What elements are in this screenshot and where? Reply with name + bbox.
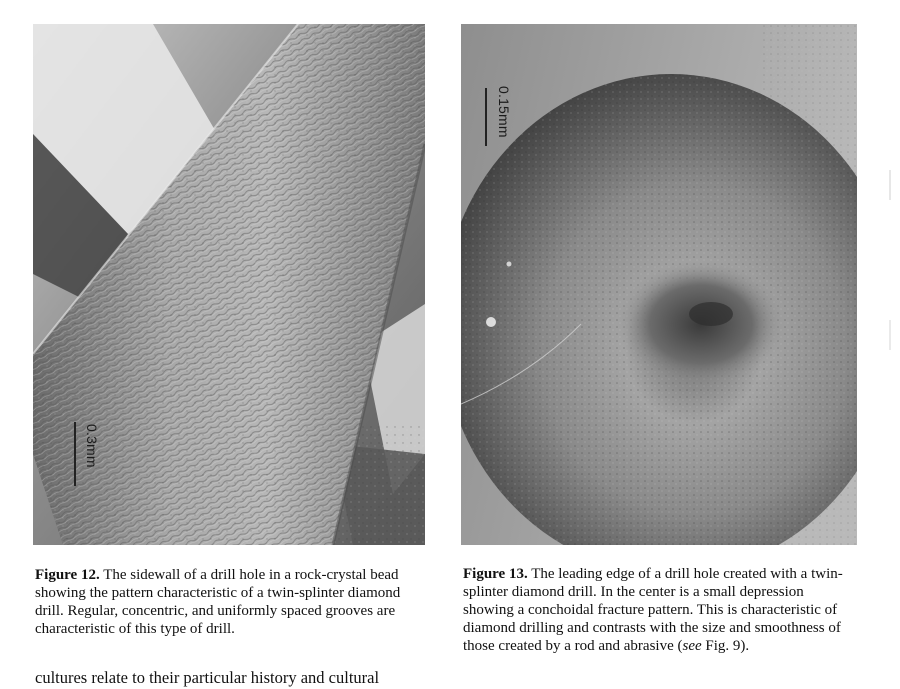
figure-13-scale-label: 0.15mm bbox=[496, 86, 512, 138]
figure-13-image bbox=[461, 24, 857, 545]
figure-13-caption bbox=[463, 565, 858, 655]
body-text-line: cultures relate to their particular history and cultural bbox=[35, 668, 380, 687]
figure-12-label: Figure 12. bbox=[35, 567, 100, 583]
figure-13-label: Figure 13. bbox=[463, 566, 528, 582]
figure-13-micrograph bbox=[461, 24, 857, 545]
figure-12-caption bbox=[35, 566, 430, 638]
figure-13-caption-italic: see bbox=[682, 638, 702, 654]
figure-13-caption-end: Fig. 9). bbox=[701, 638, 750, 654]
figure-13-caption-text: The leading edge of a drill hole created with a twin-splinter diamond drill. In the center is a small depression showing a conchoidal fracture pattern. This is characteristic of diamond drilling and contrasts with the size and smoothness of those created by a rod and abrasive ( bbox=[463, 566, 843, 654]
figure-12-scale-label: 0.3mm bbox=[84, 424, 100, 468]
scan-edge-marks bbox=[884, 160, 896, 360]
figure-12-caption-text: The sidewall of a drill hole in a rock-crystal bead showing the pattern characteristic of a twin-splinter diamond drill. Regular, concentric, and uniformly spaced grooves are characteristic of this type of drill. bbox=[35, 567, 401, 637]
